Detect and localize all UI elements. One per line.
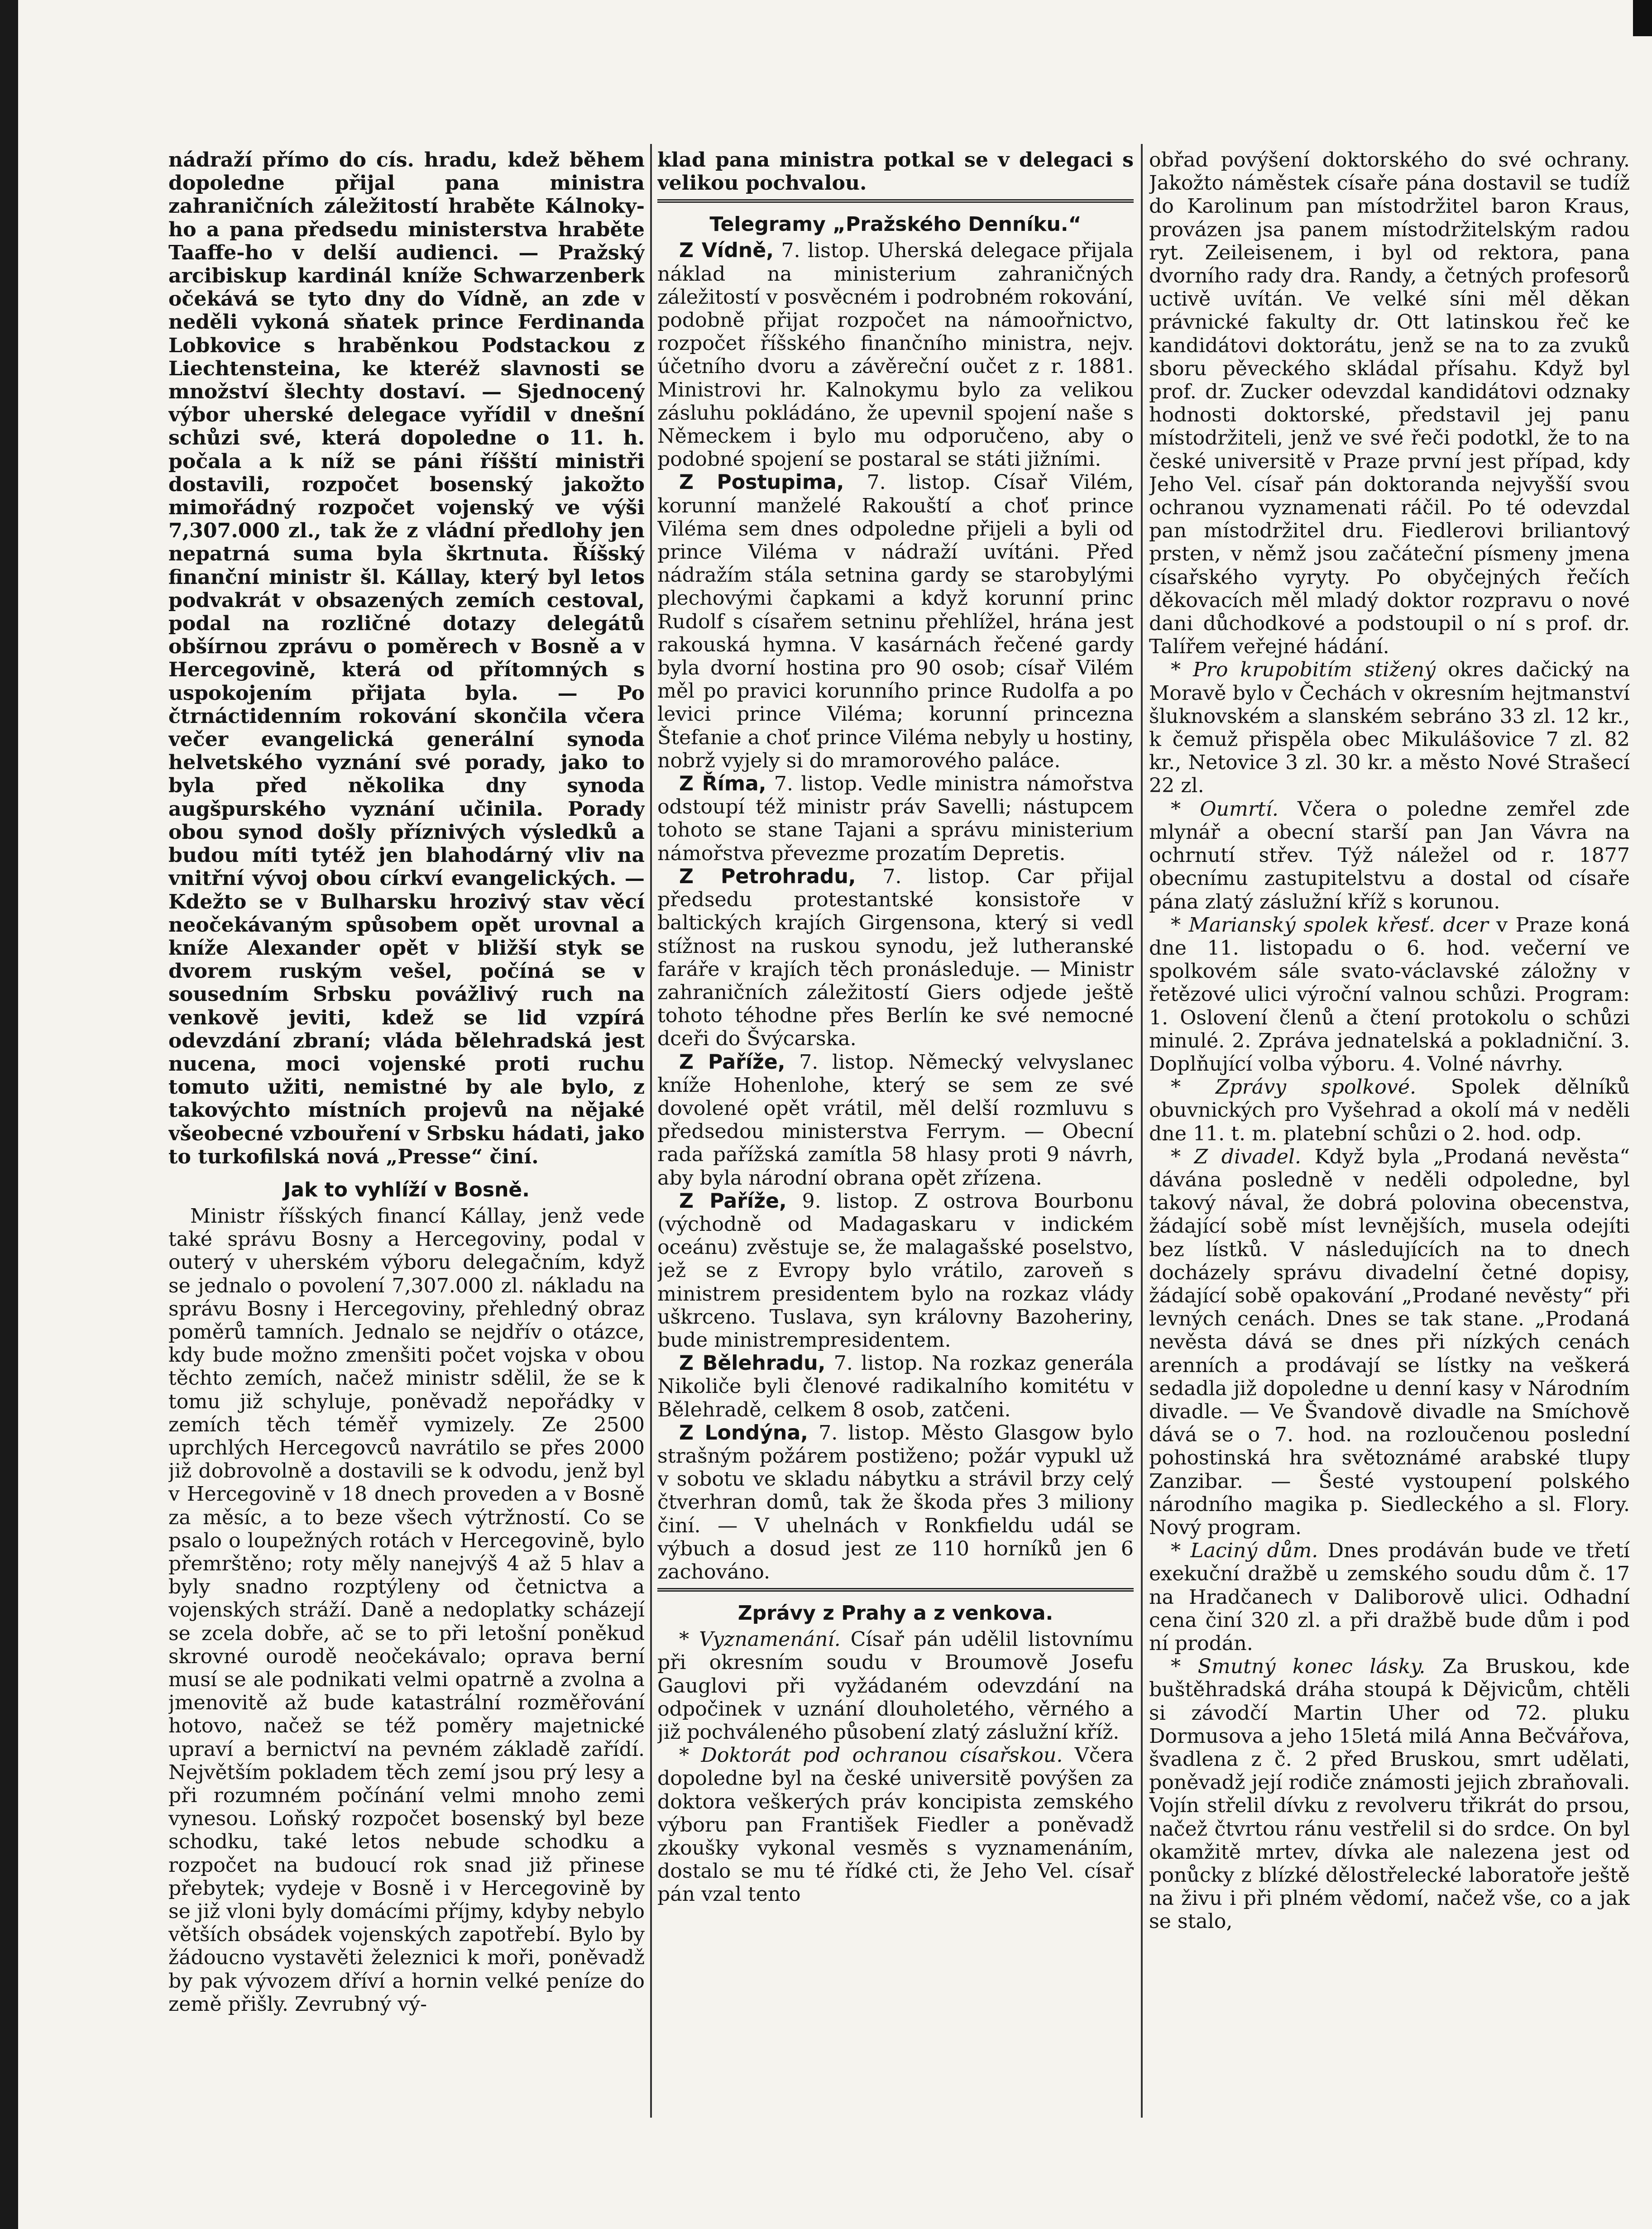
telegram-belgrade [657,1352,1134,1421]
news-head: * Marianský spolek křesť. dcer [1171,913,1489,937]
telegram-place: Z Londýna, [679,1421,808,1445]
article-bosna-body: Ministr říšských financí Kállay, jenž vede také správu Bosny a Hercegoviny, podal v outerý v uherském výboru delegačním, když se jednalo o povolení 7,307.000 zl. nákladu na správu Bosny i Hercegoviny, přehledný obraz poměrů tamních. Jednalo se nejdřív o otázce, kdy bude možno zmenšiti počet vojska v obou těchto zemích, načež ministr sdělil, že se k tomu již schyluje, poněvadž nepořádky v zemích těch téměř vymizely. Ze 2500 uprchlých Hercegovců navrátilo se přes 2000 již dobrovolně a dostavili se k odvodu, jenž byl v Hercegovině v 18 dnech proveden a v Bosně za měsíc, a to beze všech výtržností. Co se psalo o loupežných rotách v Hercegovině, bylo přemrštěno; roty měly nanejvýš 4 až 5 hlav a byly snadno rozptýleny od četnictva a vojenských stráží. Daně a nedoplatky scházejí se zcela dobře, ač se to při letošní poněkud skrovné ourodě neočekávalo; oprava berní musí se ale podnikati velmi opatrně a zvolna a jmenovitě až bude katastrální rozměřování hotovo, načež se též poměry majetnické upraví a bernictví na pevném základě zařídí. Největším pokladem těch zemí jsou prý lesy a při rozumném počínání velmi mnoho zemi vynesou. Loňský rozpočet bosenský byl beze schodku, také letos nebude schodku a rozpočet na budoucí rok snad již přinese přebytek; vydeje v Bosně i v Hercegovině by se již vloni byly domácími příjmy, kdyby nebylo větších obsádek vojenských zapotřebí. Bylo by žádoucno vystavěti železnici k moři, poněvadž by pak vývozem dříví a hornin velké peníze do země přišly. Zevrubný vý- [168,1204,645,2016]
news-death [1149,798,1630,914]
news-text: okres dačický na Moravě bylo v Čechách v okresním hejtmanství šluknovském a slanském sebráno 33 zl. 12 kr., k čemuž přispěla obec Mikulášovice 7 zl. 82 kr., Netovice 3 zl. 30 kr. a město Nové Strašecí 22 zl. [1149,658,1630,798]
telegram-rome [657,772,1134,865]
news-text: Dnes prodáván bude ve třetí exekuční dražbě u zemského soudu dům č. 17 na Hradčanech v Daliborově ulici. Odhadní cena činí 320 zl. a při dražbě bude dům i pod ní prodán. [1149,1539,1630,1655]
news-text: Když byla „Prodaná nevěsta“ dávána posledně v neděli odpoledne, byl takový nával, že dobrá polovina obecenstva, žádající sobě míst levnějších, musela odejíti bez lístků. V následujících na to dnech docházely správu divadelní četné dopisy, žádající sobě opakování „Prodané nevěsty“ při levných cenách. Dnes se tak stane. „Prodaná nevěsta dává se dnes při nízkých cenách arenních a prodávají se lístky na veškerá sedadla již dopoledne u denní kasy v Národním divadle. — Ve Švandově divadle na Smíchově dává se o 7. hod. na rozloučenou poslední pohostinská hra světoznámé arabské tlupy Zanzibar. — Šesté vystoupení polského národního magika p. Siedleckého a sl. Flory. Nový program. [1149,1145,1630,1539]
news-head: * Z divadel. [1171,1145,1302,1168]
telegram-london [657,1421,1134,1583]
news-text: Včera dopoledne byl na české universitě povýšen za doktora veškerých práv koncipista zemského výboru pan František Fiedler a poněvadž zkoušky vykonal vesměs s vyznamenáním, dostalo se mu té řídké cti, že Jeho Vel. císař pán vzal tento [657,1744,1134,1906]
telegram-paris-2 [657,1190,1134,1352]
column-rule-2 [1141,144,1143,2118]
telegram-text: 7. listop. Císař Vilém, korunní manželé Rakouští a choť prince Viléma sem dnes odpoledne přijeli a byli od prince Viléma v nádraží uvítáni. Před nádražím stála setnina gardy se starobylými plechovými čapkami a když korunní princ Rudolf s císařem setninu přehlížel, hrána jest rakouská hymna. V kasárnách řečené gardy byla dvorní hostina pro 90 osob; císař Vilém měl po pravici korunního prince Rudolfa a po levici prince Viléma; korunní princezna Štefanie a choť prince Viléma nebyly u hostiny, nobrž vyjely si do mramorového paláce. [657,471,1134,772]
telegram-place: Z Paříže, [679,1189,787,1213]
telegram-place: Z Bělehradu, [679,1352,826,1375]
news-head: * Pro krupobitím stižený [1171,658,1436,682]
news-text: Za Bruskou, kde buštěhradská dráha stoupá k Dějvicům, chtěli si závodčí Martin Uher od 72. pluku Dormusova a jeho 15letá milá Anna Bečvářova, švadlena z č. 2 před Bruskou, smrt udělati, poněvadž její rodiče známosti jejich zbraňovali. Vojín střelil dívku z revolveru třikrát do prsou, načež čtvrtou ránu vestřelil si do srdce. On byl okamžitě mrtev, dívka ale nalezena jest od ponůcky z blízké dělostřelecké laboratoře ještě na živu i při plném vědomí, načež vše, co a jak se stalo, [1149,1655,1630,1933]
telegram-potsdam [657,471,1134,772]
telegram-place: Z Petrohradu, [679,865,856,888]
news-marian-society [1149,914,1630,1076]
article-vienna-news: nádraží přímo do cís. hradu, kdež během dopoledne přijal pana ministra zahraničních záležitostí hraběte Kálnoky-ho a pana předsedu ministerstva hraběte Taaffe-ho v delší audienci. — Pražský arcibiskup kardinál kníže Schwarzenberk očekává se tyto dny do Vídně, an zde v neděli vykoná sňatek prince Ferdinanda Lobkovice s hraběnkou Podstackou z Liechtensteina, ke kteréž slavnosti se množství šlechty dostaví. — Sjednocený výbor uherské delegace vyřídil v dnešní schůzi své, která dopoledne o 11. h. počala a k níž se páni říšští ministři dostavili, rozpočet bosenský jakožto mimořádný rozpočet vojenský ve výši 7,307.000 zl., tak že z vládní předlohy jen nepatrná suma byla škrtnuta. Říšský finanční ministr šl. Kállay, který byl letos podvakrát v obsazených zemích cestoval, podal na rozličné dotazy delegátů obšírnou zprávu o poměrech v Bosně a v Hercegovině, která od přítomných s uspokojením přijata byla. — Po čtrnáctidenním rokování skončila včera večer evangelická generální synoda helvetského vyznání své porady, jako to byla před několika dny synoda augšpurského vyznání učinila. Porady obou synod došly příznivých výsledků a budou míti tytéž jen blahodárný vliv na vnitřní vývoj obou církví evangelických. — Kdežto se v Bulharsku hrozivý stav věcí neočekávaným spůsobem opět urovnal a kníže Alexander opět v bližší styk se dvorem ruským vešel, počíná se v sousedním Srbsku povážlivý ruch na venkově jeviti, kdež se lid vzpírá odevzdání zbraní; vláda bělehradská jest nucena, moci vojenské proti ruchu tomuto užiti, nemistné by ale bylo, z takovýchto místních projevů na nějaké všeobecné vzbouření v Srbsku hádati, jako to turkofilská nová „Presse“ činí. [168,148,645,1168]
news-head: * Laciný dům. [1171,1539,1318,1563]
news-head: * Zprávy spolkové. [1171,1076,1417,1099]
news-head: * Smutný konec lásky. [1171,1655,1426,1679]
telegram-vienna [657,239,1134,471]
article-bosna-end: klad pana ministra potkal se v delegaci s velikou pochvalou. [657,148,1134,195]
column-1 [168,148,645,2115]
news-text: Spolek dělníků obuvnických pro Vyšehrad a okolí má v neděli dne 11. t. m. platební schůzi o 2. hod. odp. [1149,1076,1630,1145]
column-2 [657,148,1134,2115]
telegram-petersburg [657,865,1134,1051]
telegram-text: 9. listop. Z ostrova Bourbonu (východně od Madagaskaru v indickém oceánu) zvěstuje se, že malagašské poselstvo, jež se z Evropy bylo vrátilo, zaroveň s ministrem presidentem bylo na rozkaz vlády uškrceno. Tuslava, syn královny Bazoheriny, bude ministrempresidentem. [657,1189,1134,1352]
column-3 [1149,148,1630,2115]
news-head: * Oumrtí. [1171,797,1279,821]
telegram-text: 7. listop. Německý velvyslanec kníže Hohenlohe, který se sem ze své dovolené opět vrátil, měl delší rozmluvu s předsedou ministerstva Ferrym. — Obecní rada pařížská zamítla 58 hlasy proti 9 návrh, aby byla národní obrana opět zřízena. [657,1050,1134,1190]
news-head: * Doktorát pod ochranou císařskou. [679,1744,1063,1767]
telegram-text: 7. listop. Město Glasgow bylo strašným požárem postiženo; požár vypukl už v sobotu ve skladu nábytku a strávil brzy celý čtverhran domů, tak že škoda přes 3 miliony činí. — V uhelnách v Ronkfieldu udál se výbuch a dosud jest ze 110 horníků jen 6 zachováno. [657,1421,1134,1583]
news-award [657,1628,1134,1744]
article-title-bosna: Jak to vyhlíží v Bosně. [283,1178,530,1201]
telegram-text: 7. listop. Car přijal předsedu protestantské konsistoře v baltických krajích Girgensona, který si vedl stížnost na ruskou synodu, jež lutheranské faráře v krajích těch pronásleduje. — Ministr zahraničních záležitostí Giers odjede ještě tohoto téhodne přes Berlín ke své nemocné dceři do Švýcarska. [657,865,1134,1051]
section-rule [657,1588,1134,1592]
telegrams-title: Telegramy „Pražského Denníku.“ [709,213,1082,236]
news-societies [1149,1076,1630,1145]
news-text: v Praze koná dne 11. listopadu o 6. hod. večerní ve spolkovém sále svato-václavské záložny v řetězové ulici výroční valnou schůzi. Program: 1. Oslovení členů a čtení protokolu o schůzi minulé. 2. Zpráva jednatelská a pokladniční. 3. Doplňující volba výboru. 4. Volné návrhy. [1149,913,1630,1076]
telegram-place: Z Říma, [679,772,766,796]
scan-edge-left [0,0,18,2229]
news-doctorate-continued: obřad povýšení doktorského do své ochrany. Jakožto náměstek císaře pána dostavil se tudíž do Karolinum pan místodržitel baron Kraus, provázen jsa panem místodržitelským radou ryt. Zeileisenem, i byl od rektora, pana dvorního rady dra. Randy, a četných profesorů uctivě uvítán. Ve velké síni měl děkan právnické fakulty dr. Ott latinskou řeč ke kandidátovi doktorátu, jenž se na to za zvuků sboru pěveckého skládal přísahu. Když byl prof. dr. Zucker odevzdal kandidátovi odznaky hodnosti doktorské, představil jej panu místodržiteli, jenž ve své řeči podotkl, že to na české universitě v Praze první jest případ, kdy Jeho Vel. císař pán doktoranda nejvyšší svou ochranou vyznamenati ráčil. Po té odevzdal pan místodržitel dru. Fiedlerovi briliantový prsten, v němž jsou začáteční písmeny jmena císařského vyryty. Po obyčejných řečích děkovacích měl mladý doktor rozpravu o nové dani důchodkové a podstoupil o ní s prof. dr. Talířem veřejné hádání. [1149,148,1630,659]
news-hail-relief [1149,658,1630,797]
news-sad-love [1149,1655,1630,1933]
telegram-text: 7. listop. Na rozkaz generála Nikoliče byli členové radikalního komitétu v Bělehradě, celkem 8 osob, zatčeni. [657,1352,1134,1421]
telegram-place: Z Paříže, [679,1050,785,1074]
news-cheap-house [1149,1539,1630,1655]
news-text: Včera o poledne zemřel zde mlynář a obecní starší pan Jan Vávra na ochrnutí střev. Týž náležel od r. 1877 obecnímu zastupitelstvu a dostal od císaře pána zlatý záslužní kříž s korunou. [1149,797,1630,914]
telegram-text: 7. listop. Uherská delegace přijala náklad na ministerium zahraničných záležitostí v posvěcném i podrobném rokování, podobně přijat rozpočet na námoořnictvo, rozpočet říšského finančního ministra, nejv. účetního dvoru a závěreční oučet z r. 1881. Ministrovi hr. Kalnokymu bylo za velikou zásluhu pokládáno, že upevnil spojení naše s Německem i bylo mu odporučeno, aby o podobné spojení se postaral se státi jižními. [657,239,1134,471]
column-rule-1 [650,144,652,2118]
section-rule [657,199,1134,203]
news-text: Císař pán udělil listovnímu při okresním soudu v Broumově Josefu Gauglovi při vyžádaném odevzdání na odpočinek v uznání dlouholetého, věrného a již pochváleného působení zlatý záslužní kříž. [657,1628,1134,1744]
news-theatres [1149,1145,1630,1539]
scan-edge-right [1633,0,1652,36]
telegram-paris-1 [657,1051,1134,1190]
news-doctorate [657,1744,1134,1906]
telegram-text: 7. listop. Vedle ministra námořstva odstoupí též ministr práv Savelli; nástupcem tohoto se stane Tajani a správu ministerium námořstva převezme prozatím Depretis. [657,772,1134,865]
telegram-place: Z Vídně, [679,239,774,263]
local-news-title: Zprávy z Prahy a z venkova. [737,1602,1053,1625]
news-head: * Vyznamenání. [679,1628,841,1651]
telegram-place: Z Postupima, [679,471,844,494]
